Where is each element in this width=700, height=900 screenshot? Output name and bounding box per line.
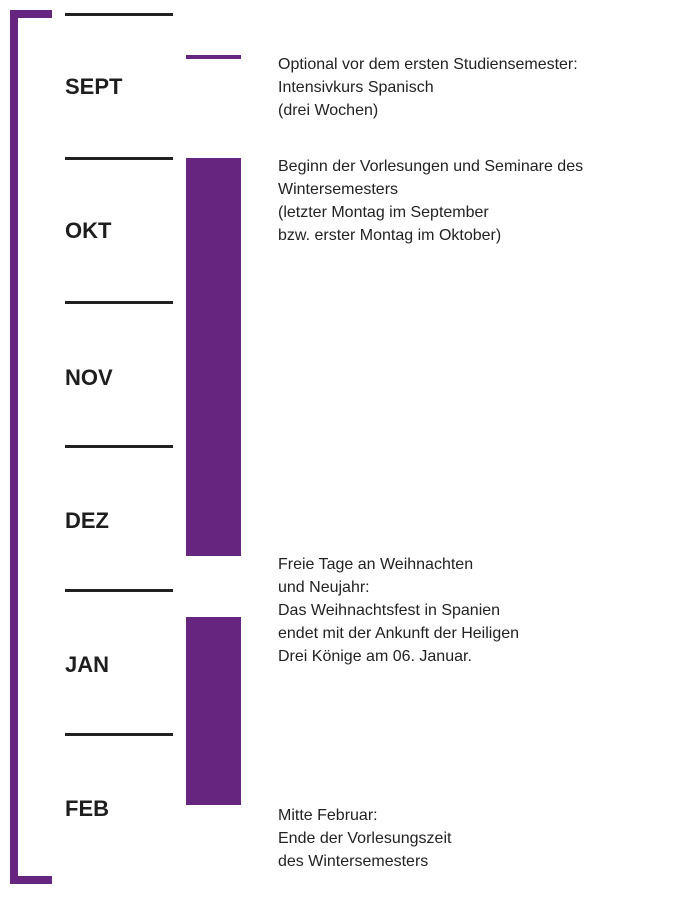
month-divider-jan [65, 589, 173, 592]
timeline-bracket-bottom [10, 876, 52, 884]
month-label-jan: JAN [65, 652, 110, 677]
note-line: des Wintersemesters [278, 853, 429, 870]
note-line: (letzter Montag im September [278, 204, 489, 221]
note-line: Optional vor dem ersten Studiensemester: [278, 56, 578, 73]
period-bar-lectures-1 [186, 158, 241, 556]
note-line: Ende der Vorlesungszeit [278, 830, 452, 847]
month-divider-okt [65, 157, 173, 160]
month-divider-nov [65, 301, 173, 304]
note-line: Mitte Februar: [278, 807, 378, 824]
period-bar-lectures-2 [186, 617, 241, 805]
month-label-sept: SEPT [65, 74, 123, 99]
month-divider-feb [65, 733, 173, 736]
period-marker-intensivkurs [186, 55, 241, 59]
note-line: Beginn der Vorlesungen und Seminare des [278, 158, 584, 175]
note-semester-start [278, 155, 678, 247]
note-line: Das Weihnachtsfest in Spanien [278, 602, 501, 619]
note-line: (drei Wochen) [278, 102, 379, 119]
note-line: Intensivkurs Spanisch [278, 79, 434, 96]
note-line: und Neujahr: [278, 579, 370, 596]
month-divider-sept [65, 13, 173, 16]
timeline-bracket [10, 10, 18, 884]
note-holidays [278, 553, 678, 668]
note-line: bzw. erster Montag im Oktober) [278, 227, 502, 244]
note-line: Wintersemesters [278, 181, 399, 198]
month-divider-dez [65, 445, 173, 448]
note-intensivkurs [278, 53, 678, 122]
note-semester-end [278, 804, 678, 873]
month-label-dez: DEZ [65, 508, 109, 533]
note-line: endet mit der Ankunft der Heiligen [278, 625, 520, 642]
note-line: Drei Könige am 06. Januar. [278, 648, 472, 665]
note-line: Freie Tage an Weihnachten [278, 556, 474, 573]
timeline-bracket-top [10, 10, 52, 18]
month-label-feb: FEB [65, 796, 109, 821]
month-label-nov: NOV [65, 365, 113, 390]
month-label-okt: OKT [65, 218, 112, 243]
